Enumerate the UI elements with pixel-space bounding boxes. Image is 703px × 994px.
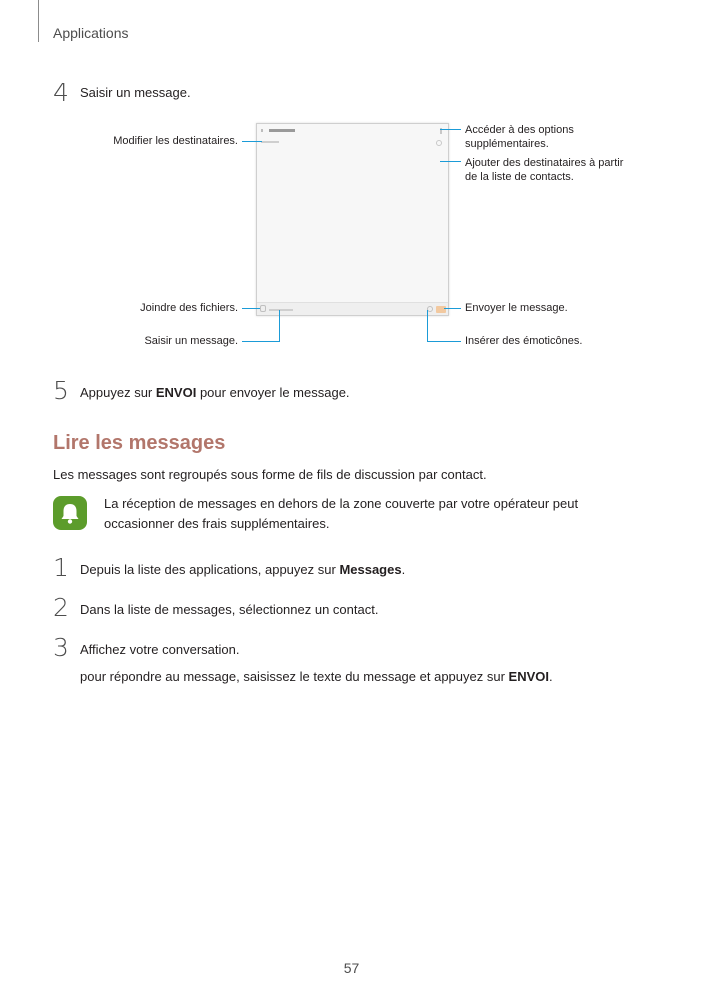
section-intro: Les messages sont regroupés sous forme de fils de discussion par contact. bbox=[53, 467, 487, 482]
section-title: Lire les messages bbox=[53, 432, 226, 454]
callout-line-send bbox=[444, 308, 461, 309]
step-4-text: Saisir un message. bbox=[80, 85, 191, 100]
callout-line-attach bbox=[242, 308, 260, 309]
step-1-text: Depuis la liste des applications, appuyez sur Messages. bbox=[80, 562, 406, 577]
step-3-text: Affichez votre conversation. bbox=[80, 642, 240, 657]
section-header: Applications bbox=[53, 25, 129, 41]
label-add-recipients-2: de la liste de contacts. bbox=[465, 171, 574, 183]
add-contact-icon bbox=[436, 140, 442, 146]
label-edit-recipients: Modifier les destinataires. bbox=[113, 135, 238, 147]
note-text-line-2: occasionner des frais supplémentaires. bbox=[104, 516, 330, 531]
callout-line-more-options bbox=[440, 129, 461, 130]
callout-line-emoticons-vertical bbox=[427, 310, 428, 342]
label-insert-emoticons: Insérer des émoticônes. bbox=[465, 335, 583, 347]
message-input bbox=[269, 309, 293, 311]
label-more-options-1: Accéder à des options bbox=[465, 124, 574, 136]
label-enter-message: Saisir un message. bbox=[144, 335, 238, 347]
callout-line-enter-message bbox=[242, 341, 279, 342]
attach-icon bbox=[260, 305, 266, 312]
page-number: 57 bbox=[343, 960, 360, 976]
label-send-message: Envoyer le message. bbox=[465, 302, 568, 314]
callout-line-add-recipients bbox=[440, 161, 461, 162]
step-2-text: Dans la liste de messages, sélectionnez un contact. bbox=[80, 602, 379, 617]
label-add-recipients-1: Ajouter des destinataires à partir bbox=[465, 157, 624, 169]
compose-bar bbox=[257, 302, 448, 315]
callout-line-enter-message-vertical bbox=[279, 310, 280, 342]
step-5-number: 5 bbox=[53, 376, 69, 405]
label-attach-files: Joindre des fichiers. bbox=[140, 302, 238, 314]
back-icon bbox=[261, 129, 263, 132]
header-divider bbox=[38, 0, 39, 42]
step-1-number: 1 bbox=[53, 553, 69, 582]
reply-instruction: pour répondre au message, saisissez le texte du message et appuyez sur ENVOI. bbox=[80, 669, 553, 684]
contact-name-placeholder bbox=[269, 129, 295, 132]
recipient-field bbox=[261, 141, 279, 143]
step-3-number: 3 bbox=[53, 633, 69, 662]
step-4-number: 4 bbox=[53, 78, 69, 107]
note-text-line-1: La réception de messages en dehors de la zone couverte par votre opérateur peut bbox=[104, 496, 579, 511]
step-5-text: Appuyez sur ENVOI pour envoyer le message. bbox=[80, 385, 350, 400]
note-bell-icon bbox=[53, 496, 87, 530]
callout-line-edit-recipients bbox=[242, 141, 262, 142]
label-more-options-2: supplémentaires. bbox=[465, 138, 549, 150]
message-screen-illustration bbox=[256, 123, 449, 316]
step-2-number: 2 bbox=[53, 593, 69, 622]
callout-line-emoticons bbox=[427, 341, 461, 342]
